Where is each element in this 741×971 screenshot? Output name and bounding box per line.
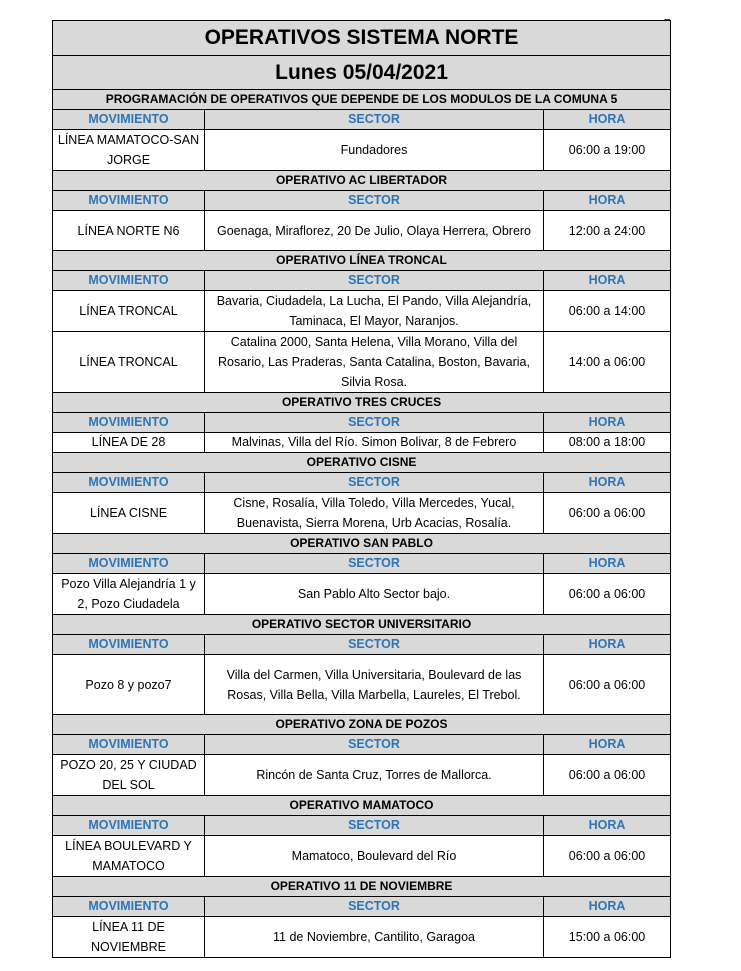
cell-sector: San Pablo Alto Sector bajo. (205, 574, 544, 615)
table-row (53, 211, 671, 251)
section-title: OPERATIVO SECTOR UNIVERSITARIO (53, 615, 671, 635)
cell-sector: Catalina 2000, Santa Helena, Villa Morano, Villa del Rosario, Las Praderas, Santa Catalina, Boston, Bavaria, Silvia Rosa. (205, 332, 544, 393)
cell-hora: 06:00 a 06:00 (544, 755, 671, 796)
page-title: OPERATIVOS SISTEMA NORTE (53, 21, 671, 56)
cell-hora: 08:00 a 18:00 (544, 433, 671, 453)
cell-movimiento: LÍNEA CISNE (53, 493, 205, 534)
cell-movimiento: LÍNEA 11 DE NOVIEMBRE (53, 917, 205, 958)
header-movimiento: MOVIMIENTO (53, 271, 205, 291)
cell-sector: Fundadores (205, 130, 544, 171)
cell-hora: 15:00 a 06:00 (544, 917, 671, 958)
cell-movimiento: LÍNEA BOULEVARD Y MAMATOCO (53, 836, 205, 877)
header-sector: SECTOR (205, 413, 544, 433)
header-movimiento: MOVIMIENTO (53, 191, 205, 211)
cell-hora: 14:00 a 06:00 (544, 332, 671, 393)
table-row (53, 755, 671, 796)
header-hora: HORA (544, 271, 671, 291)
section-title: OPERATIVO AC LIBERTADOR (53, 171, 671, 191)
table-row (53, 917, 671, 958)
cell-hora: 06:00 a 06:00 (544, 493, 671, 534)
header-movimiento: MOVIMIENTO (53, 897, 205, 917)
cell-movimiento: POZO 20, 25 Y CIUDAD DEL SOL (53, 755, 205, 796)
table-row (53, 493, 671, 534)
cell-movimiento: LÍNEA MAMATOCO-SAN JORGE (53, 130, 205, 171)
header-hora: HORA (544, 735, 671, 755)
cell-hora: 06:00 a 19:00 (544, 130, 671, 171)
section-title: OPERATIVO LÍNEA TRONCAL (53, 251, 671, 271)
cell-movimiento: Pozo 8 y pozo7 (53, 655, 205, 715)
header-movimiento: MOVIMIENTO (53, 735, 205, 755)
header-sector: SECTOR (205, 897, 544, 917)
header-movimiento: MOVIMIENTO (53, 473, 205, 493)
table-row (53, 332, 671, 393)
section-title: OPERATIVO ZONA DE POZOS (53, 715, 671, 735)
table-row (53, 836, 671, 877)
cell-hora: 12:00 a 24:00 (544, 211, 671, 251)
cell-sector: Goenaga, Miraflorez, 20 De Julio, Olaya Herrera, Obrero (205, 211, 544, 251)
header-hora: HORA (544, 554, 671, 574)
header-hora: HORA (544, 816, 671, 836)
cell-sector: 11 de Noviembre, Cantilito, Garagoa (205, 917, 544, 958)
date-title: Lunes 05/04/2021 (53, 56, 671, 90)
header-movimiento: MOVIMIENTO (53, 816, 205, 836)
header-hora: HORA (544, 635, 671, 655)
header-sector: SECTOR (205, 271, 544, 291)
header-hora: HORA (544, 897, 671, 917)
cell-sector: Malvinas, Villa del Río. Simon Bolivar, 8 de Febrero (205, 433, 544, 453)
header-movimiento: MOVIMIENTO (53, 635, 205, 655)
header-sector: SECTOR (205, 473, 544, 493)
header-hora: HORA (544, 473, 671, 493)
cell-sector: Villa del Carmen, Villa Universitaria, Boulevard de las Rosas, Villa Bella, Villa Marbella, Laureles, El Trebol. (205, 655, 544, 715)
header-sector: SECTOR (205, 816, 544, 836)
header-hora: HORA (544, 413, 671, 433)
header-sector: SECTOR (205, 110, 544, 130)
section-title: OPERATIVO 11 DE NOVIEMBRE (53, 877, 671, 897)
operativos-table (52, 20, 671, 958)
section-title: OPERATIVO SAN PABLO (53, 534, 671, 554)
table-row (53, 574, 671, 615)
header-sector: SECTOR (205, 191, 544, 211)
cell-movimiento: LÍNEA NORTE N6 (53, 211, 205, 251)
table-row (53, 291, 671, 332)
header-hora: HORA (544, 191, 671, 211)
cell-sector: Rincón de Santa Cruz, Torres de Mallorca. (205, 755, 544, 796)
cell-hora: 06:00 a 06:00 (544, 574, 671, 615)
cell-sector: Cisne, Rosalía, Villa Toledo, Villa Mercedes, Yucal, Buenavista, Sierra Morena, Urb Acacias, Rosalía. (205, 493, 544, 534)
table-row (53, 655, 671, 715)
header-sector: SECTOR (205, 735, 544, 755)
cell-hora: 06:00 a 14:00 (544, 291, 671, 332)
header-sector: SECTOR (205, 635, 544, 655)
section-title: PROGRAMACIÓN DE OPERATIVOS QUE DEPENDE DE LOS MODULOS DE LA COMUNA 5 (53, 90, 671, 110)
cell-movimiento: Pozo Villa Alejandría 1 y 2, Pozo Ciudadela (53, 574, 205, 615)
cell-movimiento: LÍNEA TRONCAL (53, 291, 205, 332)
section-title: OPERATIVO CISNE (53, 453, 671, 473)
section-title: OPERATIVO TRES CRUCES (53, 393, 671, 413)
table-row (53, 433, 671, 453)
section-title: OPERATIVO MAMATOCO (53, 796, 671, 816)
cell-movimiento: LÍNEA DE 28 (53, 433, 205, 453)
cell-hora: 06:00 a 06:00 (544, 655, 671, 715)
header-movimiento: MOVIMIENTO (53, 110, 205, 130)
header-movimiento: MOVIMIENTO (53, 554, 205, 574)
cell-hora: 06:00 a 06:00 (544, 836, 671, 877)
header-hora: HORA (544, 110, 671, 130)
cell-movimiento: LÍNEA TRONCAL (53, 332, 205, 393)
cell-sector: Mamatoco, Boulevard del Río (205, 836, 544, 877)
cell-sector: Bavaria, Ciudadela, La Lucha, El Pando, Villa Alejandría, Taminaca, El Mayor, Naranjos. (205, 291, 544, 332)
header-sector: SECTOR (205, 554, 544, 574)
header-movimiento: MOVIMIENTO (53, 413, 205, 433)
table-row (53, 130, 671, 171)
